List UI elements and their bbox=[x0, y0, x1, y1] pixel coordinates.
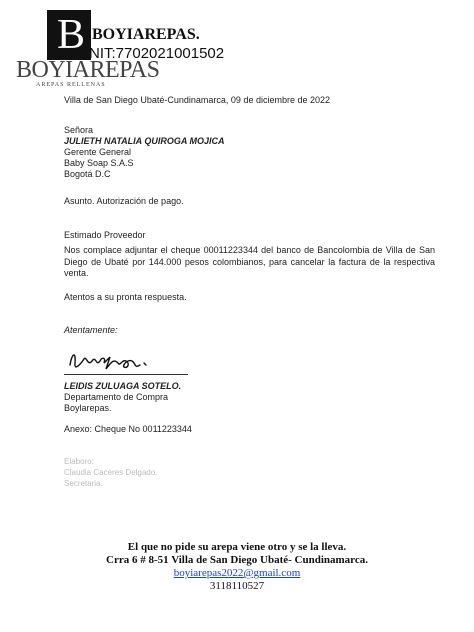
footer-address: Crra 6 # 8-51 Villa de San Diego Ubaté- Cundinamarca. bbox=[106, 554, 368, 566]
signature-line bbox=[64, 374, 188, 375]
recipient-city: Bogotá D.C bbox=[64, 169, 111, 179]
annex: Anexo: Cheque No 0011223344 bbox=[64, 424, 192, 434]
logo-monogram: B bbox=[47, 10, 91, 60]
logo-tagline: AREPAS RELLENAS bbox=[36, 82, 106, 88]
signature bbox=[66, 345, 156, 375]
recipient-role: Gerente General bbox=[64, 147, 132, 157]
footer-phone: 3118110527 bbox=[209, 580, 265, 592]
prepared-label: Elaboro: bbox=[64, 457, 94, 466]
recipient-name: JULIETH NATALIA QUIROGA MOJICA bbox=[64, 136, 225, 146]
logo-name: BOYIAREPAS bbox=[16, 57, 160, 83]
greeting: Estimado Proveedor bbox=[64, 230, 146, 240]
signer-company: Boylarepas. bbox=[64, 403, 112, 413]
body-paragraph: Nos complace adjuntar el cheque 00011223344 del banco de Bancolombia de Villa de San Diego de Ubaté por 144.000 pesos colombianos, para cancelar la factura de la respectiva venta. bbox=[64, 245, 435, 278]
company-nit: NIT:7702021001502 bbox=[89, 45, 225, 62]
recipient-company: Baby Soap S.A.S bbox=[64, 158, 134, 168]
place-date: Villa de San Diego Ubaté-Cundinamarca, 09 de diciembre de 2022 bbox=[64, 95, 331, 105]
prepared-role: Secretaria. bbox=[64, 479, 103, 488]
salutation-title: Señora bbox=[64, 125, 94, 135]
signer-department: Departamento de Compra bbox=[64, 392, 169, 402]
closing-line: Atentos a su pronta respuesta. bbox=[64, 292, 187, 302]
prepared-name: Claudia Caceres Delgado. bbox=[64, 468, 158, 477]
closing: Atentamente: bbox=[64, 325, 118, 335]
subject: Asunto. Autorización de pago. bbox=[64, 196, 184, 206]
company-name: BOYIAREPAS. bbox=[92, 26, 200, 43]
signer-name: LEIDIS ZULUAGA SOTELO. bbox=[64, 381, 182, 391]
footer-slogan: El que no pide su arepa viene otro y se la lleva. bbox=[127, 541, 347, 553]
footer-email-link[interactable]: boyiarepas2022@gmail.com bbox=[173, 567, 301, 579]
